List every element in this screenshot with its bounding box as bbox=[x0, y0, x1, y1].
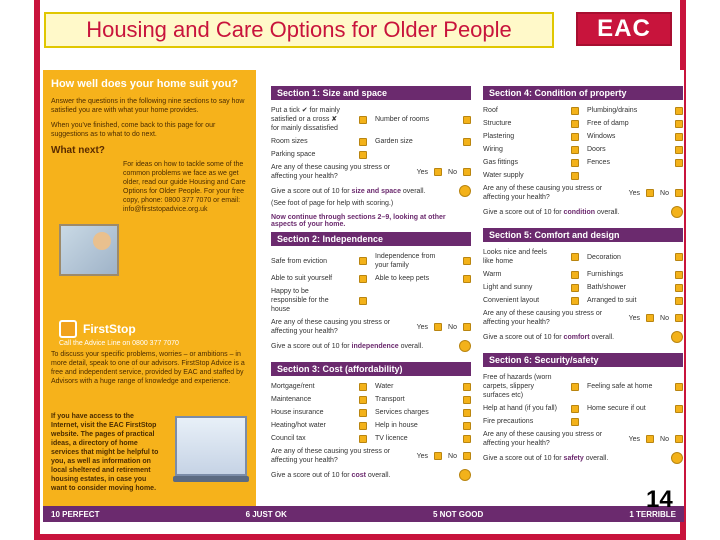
section-3-item-5: Services charges bbox=[375, 408, 471, 417]
tick-box[interactable] bbox=[571, 253, 579, 261]
section-5-items bbox=[483, 248, 683, 305]
section-5-item-3: Furnishings bbox=[587, 270, 683, 279]
section-2-score: Give a score out of 10 for independence overall. bbox=[271, 340, 471, 352]
section-1-title: Section 1: Size and space bbox=[271, 86, 471, 100]
no-box[interactable] bbox=[463, 452, 471, 460]
section-1 bbox=[271, 86, 471, 228]
section-2-item-4: Happy to be responsible for the house bbox=[271, 287, 367, 314]
score-circle[interactable] bbox=[459, 185, 471, 197]
left-followup: When you've finished, come back to this page for our suggestions as to what to do next. bbox=[51, 122, 216, 138]
tick-box[interactable] bbox=[359, 409, 367, 417]
section-3-item-8: Council tax bbox=[271, 434, 367, 443]
left-intro: Answer the questions in the following nine sections to say how satisfied you are with what your home provides. bbox=[51, 98, 245, 114]
section-3-yes-no: Yes No bbox=[417, 452, 471, 461]
section-1-item-2: Room sizes bbox=[271, 137, 367, 146]
section-2-yes-no: Yes No bbox=[417, 323, 471, 332]
scoring-scale-bar bbox=[43, 506, 684, 522]
eac-logo bbox=[576, 12, 672, 46]
section-4-item-3: Free of damp bbox=[587, 119, 683, 128]
tick-box[interactable] bbox=[359, 435, 367, 443]
section-1-score: Give a score out of 10 for size and space overall. bbox=[271, 185, 471, 197]
tick-box[interactable] bbox=[359, 275, 367, 283]
section-3-score: Give a score out of 10 for cost overall. bbox=[271, 469, 471, 481]
tick-box[interactable] bbox=[571, 133, 579, 141]
firststop-icon bbox=[59, 320, 77, 338]
scale-just-ok: 6 JUST OK bbox=[245, 509, 287, 519]
section-2-item-0: Safe from eviction bbox=[271, 252, 367, 270]
tick-box[interactable] bbox=[675, 159, 683, 167]
section-4-item-7: Doors bbox=[587, 145, 683, 154]
score-circle[interactable] bbox=[671, 452, 683, 464]
score-circle[interactable] bbox=[459, 340, 471, 352]
tick-box[interactable] bbox=[359, 297, 367, 305]
firststop-logo bbox=[59, 316, 179, 342]
no-box[interactable] bbox=[675, 314, 683, 322]
section-1-yes-no: Yes No bbox=[417, 168, 471, 177]
section-3-item-0: Mortgage/rent bbox=[271, 382, 367, 391]
logo-text: EAC bbox=[597, 15, 651, 42]
website-text: If you have access to the Internet, visit the EAC FirstStop website. The pages of practical ideas, a directory of home services that might be helpful to you, as well as information on local sheltered and retirement housing estates, in case you want to consider moving home. bbox=[51, 413, 159, 492]
section-5-score: Give a score out of 10 for comfort overall. bbox=[483, 331, 683, 343]
section-3 bbox=[271, 362, 471, 481]
tick-box[interactable] bbox=[463, 138, 471, 146]
section-6-item-2: Help at hand (if you fall) bbox=[483, 404, 579, 413]
section-1-item-3: Garden size bbox=[375, 137, 471, 146]
tick-box[interactable] bbox=[571, 271, 579, 279]
section-1-items bbox=[271, 106, 471, 159]
tick-box[interactable] bbox=[571, 146, 579, 154]
yes-box[interactable] bbox=[434, 168, 442, 176]
whats-next-heading: What next? bbox=[51, 145, 105, 156]
section-6-item-0: Free of hazards (worn carpets, slippery surfaces etc) bbox=[483, 373, 579, 400]
score-circle[interactable] bbox=[671, 206, 683, 218]
section-1-see-foot: (See foot of page for help with scoring.) bbox=[271, 200, 394, 207]
section-5-title: Section 5: Comfort and design bbox=[483, 228, 683, 242]
tick-box[interactable] bbox=[675, 284, 683, 292]
score-circle[interactable] bbox=[671, 331, 683, 343]
tick-box[interactable] bbox=[675, 146, 683, 154]
section-6-item-4: Fire precautions bbox=[483, 417, 579, 426]
title-box bbox=[44, 12, 554, 48]
section-5 bbox=[483, 228, 683, 343]
tick-box[interactable] bbox=[571, 159, 579, 167]
section-4-score: Give a score out of 10 for condition overall. bbox=[483, 206, 683, 218]
no-box[interactable] bbox=[675, 435, 683, 443]
yes-box[interactable] bbox=[434, 323, 442, 331]
section-5-item-5: Bath/shower bbox=[587, 283, 683, 292]
section-3-items bbox=[271, 382, 471, 443]
section-2-item-2: Able to suit yourself bbox=[271, 274, 367, 283]
tick-box[interactable] bbox=[359, 422, 367, 430]
tick-box[interactable] bbox=[463, 422, 471, 430]
tick-box[interactable] bbox=[571, 107, 579, 115]
section-3-item-7: Help in house bbox=[375, 421, 471, 430]
section-1-item-1: Number of rooms bbox=[375, 106, 471, 133]
section-5-item-4: Light and sunny bbox=[483, 283, 579, 292]
section-5-item-1: Decoration bbox=[587, 248, 683, 266]
tick-box[interactable] bbox=[463, 409, 471, 417]
section-1-item-0: Put a tick ✔ for mainly satisfied or a cross ✘ for mainly dissatisfied bbox=[271, 106, 367, 133]
tick-box[interactable] bbox=[571, 383, 579, 391]
section-4-item-8: Gas fittings bbox=[483, 158, 579, 167]
section-2-item-3: Able to keep pets bbox=[375, 274, 471, 283]
tick-box[interactable] bbox=[463, 383, 471, 391]
section-4-item-2: Structure bbox=[483, 119, 579, 128]
section-4-item-1: Plumbing/drains bbox=[587, 106, 683, 115]
section-2-items bbox=[271, 252, 471, 314]
section-6 bbox=[483, 353, 683, 464]
section-4-yes-no: Yes No bbox=[629, 189, 683, 198]
section-3-item-2: Maintenance bbox=[271, 395, 367, 404]
tick-box[interactable] bbox=[463, 275, 471, 283]
section-6-question: Are any of these causing you stress or affecting your health? Yes No bbox=[483, 430, 683, 448]
section-3-item-6: Heating/hot water bbox=[271, 421, 367, 430]
questionnaire-sheet bbox=[43, 70, 684, 522]
section-4-title: Section 4: Condition of property bbox=[483, 86, 683, 100]
section-6-score: Give a score out of 10 for safety overall. bbox=[483, 452, 683, 464]
tick-box[interactable] bbox=[571, 120, 579, 128]
left-panel bbox=[43, 70, 256, 522]
guide-cover-image bbox=[59, 224, 119, 276]
section-4-item-10: Water supply bbox=[483, 171, 579, 180]
tick-box[interactable] bbox=[463, 396, 471, 404]
tick-box[interactable] bbox=[359, 257, 367, 265]
website-screenshot-image bbox=[175, 416, 247, 476]
firststop-advice-line: Call the Advice Line on 0800 377 7070 bbox=[59, 340, 179, 347]
section-5-item-2: Warm bbox=[483, 270, 579, 279]
section-4-items bbox=[483, 106, 683, 180]
section-2-title: Section 2: Independence bbox=[271, 232, 471, 246]
section-4-item-6: Wiring bbox=[483, 145, 579, 154]
no-box[interactable] bbox=[463, 323, 471, 331]
tick-box[interactable] bbox=[463, 435, 471, 443]
tick-box[interactable] bbox=[463, 116, 471, 124]
scale-not-good: 5 NOT GOOD bbox=[433, 509, 484, 519]
section-1-question: Are any of these causing you stress or affecting your health? Yes No bbox=[271, 163, 471, 181]
section-5-item-6: Convenient layout bbox=[483, 296, 579, 305]
firststop-brand: FirstStop bbox=[83, 322, 136, 336]
tick-box[interactable] bbox=[675, 405, 683, 413]
sections-column-right bbox=[483, 86, 683, 464]
continue-note: Now continue through sections 2–9, looking at other aspects of your home. bbox=[271, 214, 446, 228]
tick-box[interactable] bbox=[571, 405, 579, 413]
tick-box[interactable] bbox=[571, 284, 579, 292]
section-3-item-1: Water bbox=[375, 382, 471, 391]
tick-box[interactable] bbox=[675, 297, 683, 305]
tick-box[interactable] bbox=[675, 107, 683, 115]
tick-box[interactable] bbox=[359, 116, 367, 124]
section-4-item-9: Fences bbox=[587, 158, 683, 167]
advice-text: To discuss your specific problems, worries – or ambitions – in more detail, speak to one of our advisors. FirstStop Advice is a free and independent service, provided by EAC and staffed by Advisors with a huge range of knowledge and experience. bbox=[51, 351, 245, 385]
tick-box[interactable] bbox=[571, 172, 579, 180]
no-box[interactable] bbox=[675, 189, 683, 197]
slide-title: Housing and Care Options for Older People bbox=[86, 17, 512, 42]
yes-box[interactable] bbox=[646, 189, 654, 197]
scale-terrible: 1 TERRIBLE bbox=[629, 509, 676, 519]
section-3-title: Section 3: Cost (affordability) bbox=[271, 362, 471, 376]
tick-box[interactable] bbox=[571, 297, 579, 305]
section-5-question: Are any of these causing you stress or affecting your health? Yes No bbox=[483, 309, 683, 327]
section-2-item-1: Independence from your family bbox=[375, 252, 471, 270]
yes-box[interactable] bbox=[646, 314, 654, 322]
section-2 bbox=[271, 232, 471, 352]
tick-box[interactable] bbox=[675, 133, 683, 141]
section-6-title: Section 6: Security/safety bbox=[483, 353, 683, 367]
section-4 bbox=[483, 86, 683, 218]
tick-box[interactable] bbox=[359, 151, 367, 159]
section-4-item-4: Plastering bbox=[483, 132, 579, 141]
section-6-item-3: Home secure if out bbox=[587, 404, 683, 413]
section-6-item-1: Feeling safe at home bbox=[587, 373, 683, 400]
section-3-item-3: Transport bbox=[375, 395, 471, 404]
yes-box[interactable] bbox=[646, 435, 654, 443]
no-box[interactable] bbox=[463, 168, 471, 176]
section-2-question: Are any of these causing you stress or affecting your health? Yes No bbox=[271, 318, 471, 336]
section-6-items bbox=[483, 373, 683, 426]
tick-box[interactable] bbox=[571, 418, 579, 426]
score-circle[interactable] bbox=[459, 469, 471, 481]
section-5-yes-no: Yes No bbox=[629, 314, 683, 323]
section-1-item-4: Parking space bbox=[271, 150, 367, 159]
section-3-question: Are any of these causing you stress or affecting your health? Yes No bbox=[271, 447, 471, 465]
section-6-yes-no: Yes No bbox=[629, 435, 683, 444]
tick-box[interactable] bbox=[359, 396, 367, 404]
tick-box[interactable] bbox=[359, 383, 367, 391]
section-4-item-5: Windows bbox=[587, 132, 683, 141]
section-4-item-0: Roof bbox=[483, 106, 579, 115]
section-4-question: Are any of these causing you stress or affecting your health? Yes No bbox=[483, 184, 683, 202]
left-heading: How well does your home suit you? bbox=[51, 78, 239, 90]
tick-box[interactable] bbox=[675, 120, 683, 128]
section-5-item-0: Looks nice and feels like home bbox=[483, 248, 579, 266]
page-number: 14 bbox=[646, 486, 673, 513]
tick-box[interactable] bbox=[463, 257, 471, 265]
tick-box[interactable] bbox=[675, 383, 683, 391]
section-3-item-4: House insurance bbox=[271, 408, 367, 417]
ideas-text: For ideas on how to tackle some of the common problems we face as we get older, read our guide Housing and Care Options for Older People. For your free copy, phone: 0800 377 7070 or email: info@firststopadvice.org.uk bbox=[123, 161, 246, 213]
scale-perfect: 10 PERFECT bbox=[51, 509, 100, 519]
tick-box[interactable] bbox=[359, 138, 367, 146]
sections-column-middle bbox=[271, 86, 471, 481]
yes-box[interactable] bbox=[434, 452, 442, 460]
section-3-item-9: TV licence bbox=[375, 434, 471, 443]
section-5-item-7: Arranged to suit bbox=[587, 296, 683, 305]
tick-box[interactable] bbox=[675, 253, 683, 261]
tick-box[interactable] bbox=[675, 271, 683, 279]
